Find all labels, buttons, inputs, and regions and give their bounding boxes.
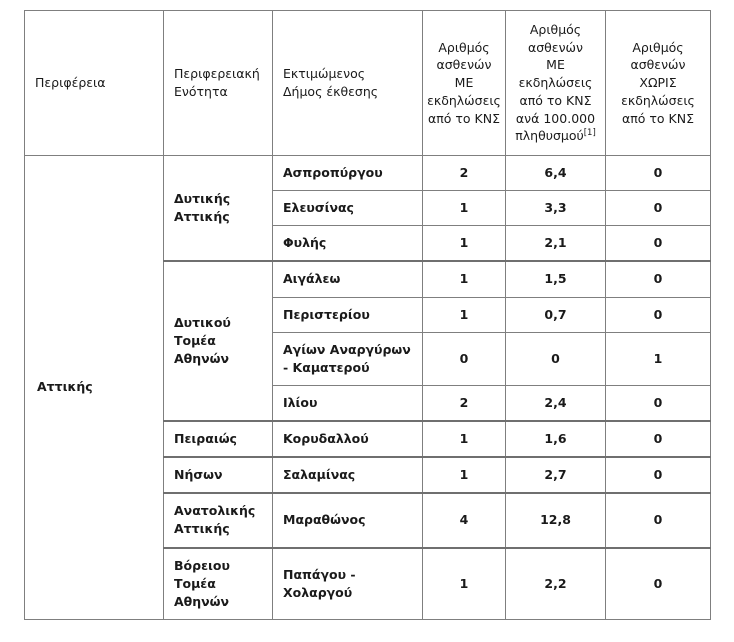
- cell-regional-unit: Ανατολικής Αττικής: [164, 493, 273, 547]
- cell-patients-with-cns: 1: [423, 226, 506, 262]
- cell-patients-with-cns: 1: [423, 261, 506, 297]
- cell-patients-with-cns-per-100000: 0,7: [506, 297, 606, 332]
- cell-regional-unit: Βόρειου Τομέα Αθηνών: [164, 548, 273, 620]
- cell-patients-with-cns: 1: [423, 457, 506, 493]
- cell-patients-without-cns: 0: [606, 156, 711, 191]
- cell-municipality: Ελευσίνας: [273, 191, 423, 226]
- patients-by-municipality-table: [24, 10, 711, 620]
- cell-patients-with-cns: 1: [423, 421, 506, 457]
- cell-patients-with-cns-per-100000: 2,1: [506, 226, 606, 262]
- cell-patients-with-cns: 1: [423, 191, 506, 226]
- cell-patients-without-cns: 0: [606, 191, 711, 226]
- column-header-region: [25, 11, 164, 156]
- cell-patients-with-cns-per-100000: 2,7: [506, 457, 606, 493]
- footnote-marker[interactable]: [1]: [583, 128, 596, 139]
- cell-patients-with-cns: 2: [423, 385, 506, 421]
- cell-patients-without-cns: 0: [606, 493, 711, 547]
- cell-municipality: Μαραθώνος: [273, 493, 423, 547]
- cell-patients-with-cns-per-100000: 2,4: [506, 385, 606, 421]
- cell-patients-with-cns: 2: [423, 156, 506, 191]
- report-table-container: [24, 10, 710, 620]
- cell-municipality: Παπάγου - Χολαργού: [273, 548, 423, 620]
- cell-municipality: Ιλίου: [273, 385, 423, 421]
- table-header: [25, 11, 711, 156]
- cell-patients-with-cns: 0: [423, 332, 506, 385]
- cell-patients-with-cns-per-100000: 1,5: [506, 261, 606, 297]
- cell-patients-with-cns-per-100000: 6,4: [506, 156, 606, 191]
- cell-regional-unit: Δυτικού Τομέα Αθηνών: [164, 261, 273, 421]
- cell-region: Αττικής: [25, 156, 164, 620]
- cell-patients-with-cns-per-100000: 0: [506, 332, 606, 385]
- cell-patients-without-cns: 1: [606, 332, 711, 385]
- cell-regional-unit: Πειραιώς: [164, 421, 273, 457]
- column-header-regional-unit: [164, 11, 273, 156]
- cell-patients-without-cns: 0: [606, 261, 711, 297]
- cell-municipality: Περιστερίου: [273, 297, 423, 332]
- cell-municipality: Αγίων Αναργύρων - Καματερού: [273, 332, 423, 385]
- header-row: [25, 11, 711, 156]
- column-header-municipality: [273, 11, 423, 156]
- cell-patients-with-cns-per-100000: 2,2: [506, 548, 606, 620]
- cell-patients-with-cns-per-100000: 3,3: [506, 191, 606, 226]
- column-header-patients-without-cns: Αριθμός ασθενών ΧΩΡΙΣ εκδηλώσεις από το ΚΝΣ: [606, 11, 711, 156]
- cell-regional-unit: Δυτικής Αττικής: [164, 156, 273, 262]
- cell-patients-without-cns: 0: [606, 385, 711, 421]
- column-header-municipality-line1: Εκτιμώμενος: [283, 66, 366, 82]
- column-header-regional-unit-line2: Ενότητα: [174, 84, 228, 99]
- table-row: [25, 156, 711, 191]
- cell-municipality: Ασπροπύργου: [273, 156, 423, 191]
- cell-patients-without-cns: 0: [606, 226, 711, 262]
- cell-patients-with-cns-per-100000: 12,8: [506, 493, 606, 547]
- cell-patients-with-cns: 1: [423, 548, 506, 620]
- column-header-regional-unit-line1: Περιφερειακή: [174, 66, 260, 82]
- cell-patients-with-cns-per-100000: 1,6: [506, 421, 606, 457]
- column-header-region-label: Περιφέρεια: [35, 75, 106, 91]
- column-header-municipality-line2: Δήμος έκθεσης: [283, 84, 379, 99]
- cell-municipality: Αιγάλεω: [273, 261, 423, 297]
- cell-patients-without-cns: 0: [606, 548, 711, 620]
- cell-patients-with-cns: 4: [423, 493, 506, 547]
- cell-municipality: Φυλής: [273, 226, 423, 262]
- cell-patients-without-cns: 0: [606, 421, 711, 457]
- cell-patients-without-cns: 0: [606, 297, 711, 332]
- cell-municipality: Σαλαμίνας: [273, 457, 423, 493]
- column-header-patients-with-cns: Αριθμός ασθενών ΜΕ εκδηλώσεις από το ΚΝΣ: [423, 11, 506, 156]
- table-body: [25, 156, 711, 620]
- cell-municipality: Κορυδαλλού: [273, 421, 423, 457]
- cell-patients-without-cns: 0: [606, 457, 711, 493]
- cell-patients-with-cns: 1: [423, 297, 506, 332]
- column-header-patients-with-cns-per-100000: Αριθμός ασθενών ΜΕ εκδηλώσεις από το ΚΝΣ ανά 100.000 πληθυσμού[1]: [506, 11, 606, 156]
- cell-regional-unit: Νήσων: [164, 457, 273, 493]
